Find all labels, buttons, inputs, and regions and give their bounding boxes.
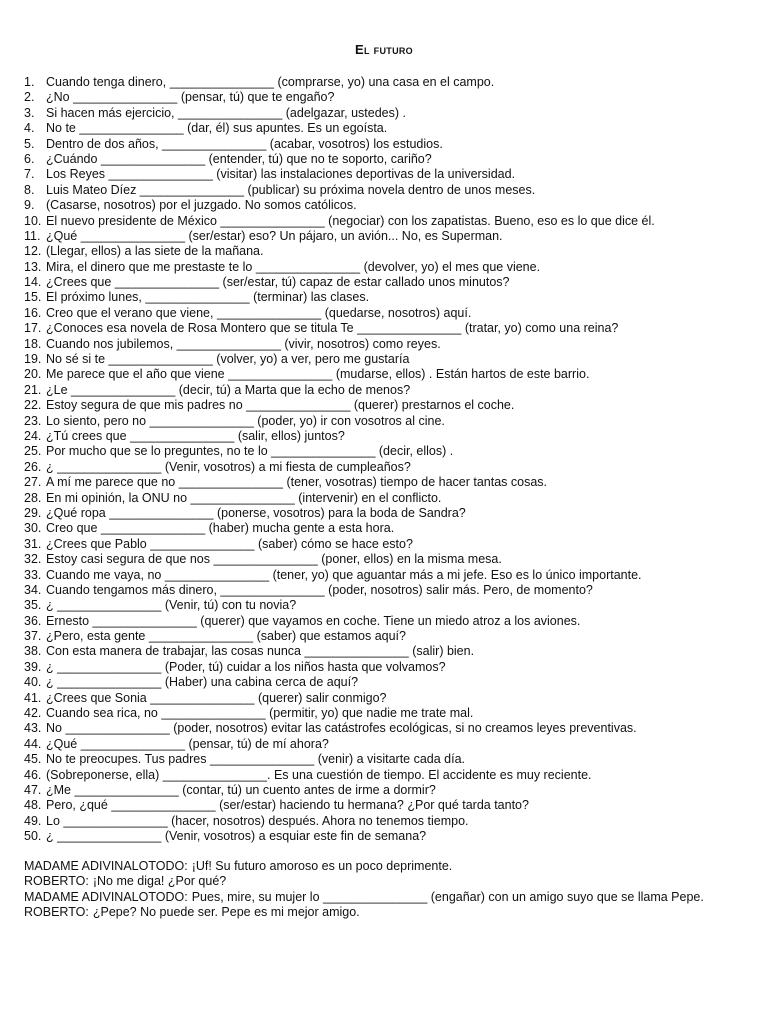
exercise-number: 7. bbox=[24, 167, 35, 182]
exercise-number: 29. bbox=[24, 505, 42, 520]
exercise-text: Cuando me vaya, no _______________ (tener, yo) que aguantar más a mi jefe. Eso es lo único importante. bbox=[46, 567, 642, 582]
exercise-item bbox=[24, 706, 746, 721]
exercise-item bbox=[24, 691, 746, 706]
exercise-list bbox=[24, 75, 746, 845]
exercise-item bbox=[24, 306, 746, 321]
exercise-text: Cuando tengamos más dinero, _______________ (poder, nosotros) salir más. Pero, de momento? bbox=[46, 582, 593, 597]
exercise-text: Me parece que el año que viene _______________ (mudarse, ellos) . Están hartos de este barrio. bbox=[46, 367, 590, 382]
exercise-text: ¿ _______________ (Venir, vosotros) a mi fiesta de cumpleaños? bbox=[46, 459, 411, 474]
exercise-text: ¿Crees que Pablo _______________ (saber) cómo se hace esto? bbox=[46, 536, 413, 551]
exercise-number: 3. bbox=[24, 105, 35, 120]
exercise-text: ¿Le _______________ (decir, tú) a Marta que la echo de menos? bbox=[46, 382, 411, 397]
exercise-text: Por mucho que se lo preguntes, no te lo _______________ (decir, ellos) . bbox=[46, 444, 454, 459]
exercise-text: (Casarse, nosotros) por el juzgado. No somos católicos. bbox=[46, 198, 357, 213]
exercise-number: 4. bbox=[24, 121, 35, 136]
dialogue-text: Pues, mire, su mujer lo _______________ (engañar) con un amigo suyo que se llama Pepe. bbox=[191, 889, 704, 904]
exercise-number: 34. bbox=[24, 582, 42, 597]
dialogue-speaker: MADAME ADIVINALOTODO: bbox=[24, 859, 188, 873]
exercise-number: 16. bbox=[24, 305, 42, 320]
exercise-text: Ernesto _______________ (querer) que vayamos en coche. Tiene un miedo atroz a los aviones. bbox=[46, 613, 581, 628]
exercise-number: 26. bbox=[24, 459, 42, 474]
exercise-item bbox=[24, 537, 746, 552]
exercise-item bbox=[24, 675, 746, 690]
exercise-number: 6. bbox=[24, 151, 35, 166]
exercise-number: 48. bbox=[24, 798, 42, 813]
exercise-item bbox=[24, 444, 746, 459]
exercise-number: 8. bbox=[24, 182, 35, 197]
exercise-number: 12. bbox=[24, 244, 42, 259]
exercise-number: 10. bbox=[24, 213, 42, 228]
exercise-item bbox=[24, 75, 746, 90]
exercise-text: A mí me parece que no _______________ (tener, vosotras) tiempo de hacer tantas cosas. bbox=[46, 475, 548, 490]
exercise-text: ¿ _______________ (Poder, tú) cuidar a los niños hasta que volvamos? bbox=[46, 659, 446, 674]
exercise-number: 21. bbox=[24, 382, 42, 397]
exercise-text: ¿ _______________ (Venir, tú) con tu novia? bbox=[46, 598, 297, 613]
exercise-number: 49. bbox=[24, 813, 42, 828]
exercise-text: (Llegar, ellos) a las siete de la mañana. bbox=[46, 244, 264, 259]
exercise-number: 18. bbox=[24, 336, 42, 351]
exercise-item bbox=[24, 229, 746, 244]
page-title: El futuro bbox=[355, 42, 413, 57]
exercise-text: Cuando nos jubilemos, _______________ (vivir, nosotros) como reyes. bbox=[46, 336, 441, 351]
exercise-item bbox=[24, 721, 746, 736]
exercise-item bbox=[24, 614, 746, 629]
dialogue-line bbox=[24, 890, 744, 905]
dialogue-line bbox=[24, 874, 744, 889]
exercise-text: Estoy segura de que mis padres no _______________ (querer) prestarnos el coche. bbox=[46, 398, 515, 413]
exercise-item bbox=[24, 429, 746, 444]
exercise-number: 35. bbox=[24, 598, 42, 613]
exercise-text: Lo _______________ (hacer, nosotros) después. Ahora no tenemos tiempo. bbox=[46, 813, 469, 828]
exercise-item bbox=[24, 414, 746, 429]
dialogue-line bbox=[24, 859, 744, 874]
dialogue-speaker: MADAME ADIVINALOTODO: bbox=[24, 889, 188, 904]
exercise-item bbox=[24, 475, 746, 490]
exercise-number: 30. bbox=[24, 521, 42, 536]
exercise-item bbox=[24, 568, 746, 583]
dialogue-text: ¡No me diga! ¿Por qué? bbox=[92, 874, 227, 889]
exercise-number: 45. bbox=[24, 752, 42, 767]
exercise-item bbox=[24, 660, 746, 675]
dialogue-text: ¡Uf! Su futuro amoroso es un poco deprimente. bbox=[191, 859, 453, 873]
exercise-number: 37. bbox=[24, 629, 42, 644]
exercise-item bbox=[24, 152, 746, 167]
exercise-number: 31. bbox=[24, 536, 42, 551]
exercise-text: ¿Qué ropa _______________ (ponerse, vosotros) para la boda de Sandra? bbox=[46, 505, 466, 520]
exercise-item bbox=[24, 814, 746, 829]
exercise-item bbox=[24, 352, 746, 367]
exercise-number: 25. bbox=[24, 444, 42, 459]
exercise-text: No sé si te _______________ (volver, yo) a ver, pero me gustaría bbox=[46, 352, 410, 367]
exercise-item bbox=[24, 367, 746, 382]
exercise-number: 20. bbox=[24, 367, 42, 382]
exercise-item bbox=[24, 275, 746, 290]
exercise-number: 46. bbox=[24, 767, 42, 782]
exercise-item bbox=[24, 290, 746, 305]
exercise-number: 32. bbox=[24, 552, 42, 567]
exercise-number: 19. bbox=[24, 352, 42, 367]
exercise-item bbox=[24, 521, 746, 536]
exercise-text: Cuando tenga dinero, _______________ (comprarse, yo) una casa en el campo. bbox=[46, 75, 495, 89]
exercise-item bbox=[24, 398, 746, 413]
exercise-item bbox=[24, 121, 746, 136]
exercise-number: 2. bbox=[24, 90, 35, 105]
exercise-text: Luis Mateo Díez _______________ (publicar) su próxima novela dentro de unos meses. bbox=[46, 182, 536, 197]
exercise-number: 41. bbox=[24, 690, 42, 705]
exercise-item bbox=[24, 137, 746, 152]
exercise-item bbox=[24, 198, 746, 213]
exercise-text: ¿Conoces esa novela de Rosa Montero que se titula Te _______________ (tratar, yo) como una reina? bbox=[46, 321, 619, 336]
exercise-number: 33. bbox=[24, 567, 42, 582]
exercise-number: 9. bbox=[24, 198, 35, 213]
exercise-text: Creo que el verano que viene, _______________ (quedarse, nosotros) aquí. bbox=[46, 305, 472, 320]
exercise-text: No _______________ (poder, nosotros) evitar las catástrofes ecológicas, si no creamos leyes preventivas. bbox=[46, 721, 637, 736]
exercise-number: 14. bbox=[24, 275, 42, 290]
exercise-item bbox=[24, 167, 746, 182]
dialogue-line bbox=[24, 905, 744, 920]
exercise-text: Si hacen más ejercicio, _______________ (adelgazar, ustedes) . bbox=[46, 105, 406, 120]
exercise-text: ¿ _______________ (Haber) una cabina cerca de aquí? bbox=[46, 675, 359, 690]
exercise-number: 43. bbox=[24, 721, 42, 736]
exercise-text: ¿Cuándo _______________ (entender, tú) que no te soporto, cariño? bbox=[46, 151, 432, 166]
exercise-text: (Sobreponerse, ella) _______________. Es una cuestión de tiempo. El accidente es muy reciente. bbox=[46, 767, 592, 782]
exercise-item bbox=[24, 337, 746, 352]
exercise-text: No te preocupes. Tus padres _______________ (venir) a visitarte cada día. bbox=[46, 752, 466, 767]
exercise-item bbox=[24, 768, 746, 783]
exercise-item bbox=[24, 214, 746, 229]
exercise-text: Estoy casi segura de que nos _______________ (poner, ellos) en la misma mesa. bbox=[46, 552, 502, 567]
exercise-number: 27. bbox=[24, 475, 42, 490]
exercise-item bbox=[24, 783, 746, 798]
exercise-number: 15. bbox=[24, 290, 42, 305]
exercise-number: 50. bbox=[24, 829, 42, 844]
exercise-item bbox=[24, 321, 746, 336]
exercise-item bbox=[24, 244, 746, 259]
exercise-item bbox=[24, 798, 746, 813]
exercise-text: ¿No _______________ (pensar, tú) que te engaño? bbox=[46, 90, 335, 105]
exercise-item bbox=[24, 644, 746, 659]
exercise-text: ¿Crees que Sonia _______________ (querer) salir conmigo? bbox=[46, 690, 387, 705]
exercise-text: ¿ _______________ (Venir, vosotros) a esquiar este fin de semana? bbox=[46, 829, 427, 844]
exercise-number: 39. bbox=[24, 659, 42, 674]
exercise-text: Creo que _______________ (haber) mucha gente a esta hora. bbox=[46, 521, 395, 536]
exercise-number: 42. bbox=[24, 706, 42, 721]
exercise-text: Pero, ¿qué _______________ (ser/estar) haciendo tu hermana? ¿Por qué tarda tanto? bbox=[46, 798, 529, 813]
exercise-text: Cuando sea rica, no _______________ (permitir, yo) que nadie me trate mal. bbox=[46, 706, 474, 721]
exercise-number: 22. bbox=[24, 398, 42, 413]
exercise-text: Lo siento, pero no _______________ (poder, yo) ir con vosotros al cine. bbox=[46, 413, 445, 428]
exercise-number: 11. bbox=[24, 228, 41, 243]
exercise-text: En mi opinión, la ONU no _______________ (intervenir) en el conflicto. bbox=[46, 490, 442, 505]
dialogue-speaker: ROBERTO: bbox=[24, 874, 89, 889]
exercise-text: El próximo lunes, _______________ (terminar) las clases. bbox=[46, 290, 370, 305]
exercise-text: Dentro de dos años, _______________ (acabar, vosotros) los estudios. bbox=[46, 136, 443, 151]
exercise-number: 44. bbox=[24, 736, 42, 751]
exercise-number: 47. bbox=[24, 782, 42, 797]
exercise-item bbox=[24, 260, 746, 275]
exercise-number: 5. bbox=[24, 136, 35, 151]
exercise-item bbox=[24, 552, 746, 567]
exercise-text: Mira, el dinero que me prestaste te lo _______________ (devolver, yo) el mes que viene. bbox=[46, 259, 541, 274]
exercise-item bbox=[24, 106, 746, 121]
exercise-item bbox=[24, 829, 746, 844]
exercise-number: 23. bbox=[24, 413, 42, 428]
exercise-item bbox=[24, 752, 746, 767]
exercise-item bbox=[24, 183, 746, 198]
exercise-text: No te _______________ (dar, él) sus apuntes. Es un egoísta. bbox=[46, 121, 388, 136]
exercise-text: ¿Qué _______________ (ser/estar) eso? Un pájaro, un avión... No, es Superman. bbox=[46, 228, 503, 243]
exercise-text: Los Reyes _______________ (visitar) las instalaciones deportivas de la universidad. bbox=[46, 167, 516, 182]
exercise-number: 24. bbox=[24, 428, 42, 443]
exercise-item bbox=[24, 383, 746, 398]
exercise-text: ¿Me _______________ (contar, tú) un cuento antes de irme a dormir? bbox=[46, 782, 436, 797]
exercise-item bbox=[24, 583, 746, 598]
exercise-item bbox=[24, 629, 746, 644]
dialogue-text: ¿Pepe? No puede ser. Pepe es mi mejor amigo. bbox=[92, 905, 360, 920]
dialogue-section bbox=[24, 859, 744, 921]
exercise-text: ¿Pero, esta gente _______________ (saber) que estamos aquí? bbox=[46, 629, 406, 644]
exercise-number: 13. bbox=[24, 259, 42, 274]
exercise-text: ¿Tú crees que _______________ (salir, ellos) juntos? bbox=[46, 428, 345, 443]
exercise-number: 28. bbox=[24, 490, 42, 505]
exercise-number: 40. bbox=[24, 675, 42, 690]
exercise-item bbox=[24, 506, 746, 521]
exercise-number: 38. bbox=[24, 644, 42, 659]
exercise-text: ¿Qué _______________ (pensar, tú) de mí ahora? bbox=[46, 736, 329, 751]
exercise-item bbox=[24, 737, 746, 752]
exercise-text: Con esta manera de trabajar, las cosas nunca _______________ (salir) bien. bbox=[46, 644, 475, 659]
exercise-item bbox=[24, 598, 746, 613]
exercise-item bbox=[24, 90, 746, 105]
exercise-text: ¿Crees que _______________ (ser/estar, tú) capaz de estar callado unos minutos? bbox=[46, 275, 510, 290]
exercise-item bbox=[24, 491, 746, 506]
exercise-item bbox=[24, 460, 746, 475]
exercise-number: 36. bbox=[24, 613, 42, 628]
exercise-text: El nuevo presidente de México _______________ (negociar) con los zapatistas. Bueno, eso es lo que dice él. bbox=[46, 213, 655, 228]
exercise-number: 17. bbox=[24, 321, 42, 336]
dialogue-speaker: ROBERTO: bbox=[24, 905, 89, 920]
exercise-number: 1. bbox=[24, 75, 35, 89]
